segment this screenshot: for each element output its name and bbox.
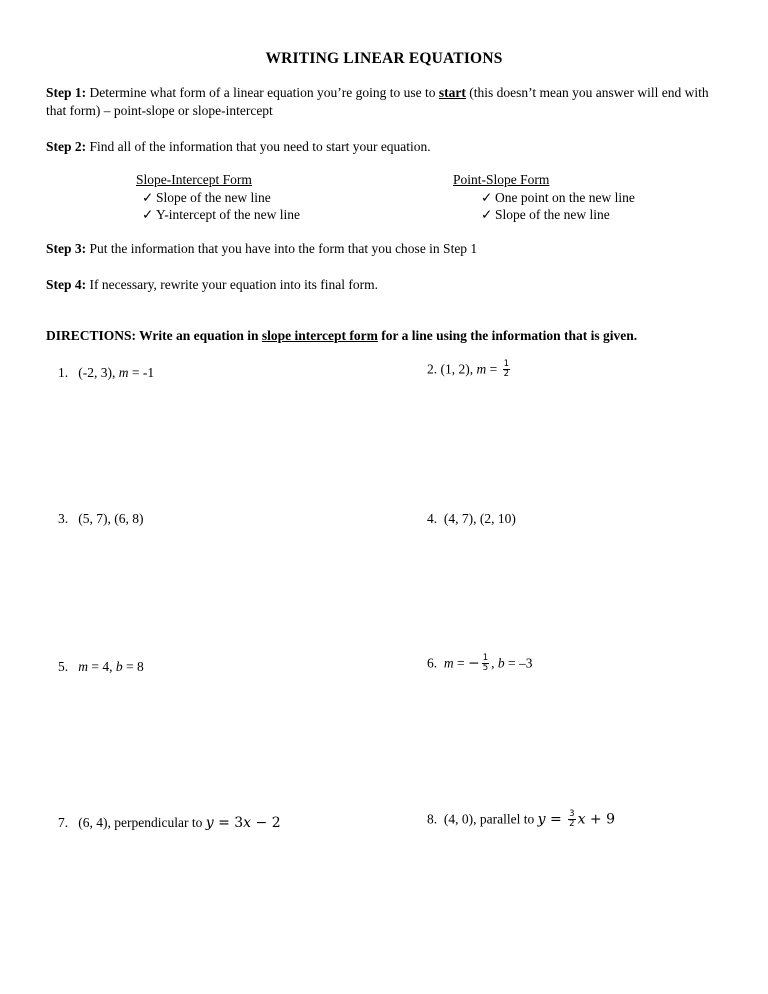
slope-intercept-item: ✓ Slope of the new line: [142, 190, 271, 205]
problem-number: 2.: [427, 361, 438, 377]
slope-intercept-heading: Slope-Intercept Form: [136, 172, 252, 187]
step-2-label: Step 2:: [46, 139, 87, 154]
problem-number: 8.: [427, 811, 438, 827]
slope-intercept-item: ✓ Y-intercept of the new line: [142, 207, 300, 222]
point-slope-item: ✓ Slope of the new line: [481, 207, 610, 222]
fraction-one-half: $\frac{1}{2}$: [503, 359, 510, 379]
step-3: [46, 240, 726, 258]
problem-number: 6.: [427, 655, 438, 671]
problem-number: 4.: [427, 511, 438, 526]
step-2-text: Find all of the information that you need to start your equation.: [86, 139, 431, 154]
step-1-label: Step 1:: [46, 85, 87, 100]
checkmark-icon: ✓: [481, 207, 493, 222]
step-2: [46, 138, 726, 156]
problem-6: 6. m = − $\frac{1}{5}$ , b = –3: [427, 653, 533, 673]
problem-number: 1.: [58, 365, 69, 380]
problem-7: 7. (6, 4), perpendicular to y = 3x − 2: [58, 815, 281, 831]
checkmark-icon: ✓: [142, 190, 154, 205]
problem-number: 3.: [58, 511, 69, 526]
checkmark-icon: ✓: [481, 190, 493, 205]
step-1-emphasis: start: [438, 85, 466, 100]
problem-4: 4. (4, 7), (2, 10): [427, 511, 516, 526]
step-1-text-a: Determine what form of a linear equation you’re going to use to: [86, 85, 439, 100]
step-4-label: Step 4:: [46, 277, 87, 292]
point-slope-item: ✓ One point on the new line: [481, 190, 635, 205]
step-1-text-b: (this doesn’t mean you answer will end with that form) – point-slope or slope-intercept: [46, 85, 709, 118]
step-4: [46, 276, 726, 294]
directions-emphasis: slope intercept form: [261, 328, 378, 343]
fraction-one-fifth: $\frac{1}{5}$: [482, 653, 489, 673]
problem-2: 2. (1, 2), m = $\frac{1}{2}$: [427, 359, 510, 379]
point-slope-column: [453, 171, 635, 223]
step-4-text: If necessary, rewrite your equation into its final form.: [86, 277, 379, 292]
step-1: [46, 84, 726, 120]
problem-1: 1. (-2, 3), m = -1: [58, 365, 155, 380]
directions: DIRECTIONS: Write an equation in slope intercept form for a line using the information that is given.: [46, 328, 638, 343]
step-3-text: Put the information that you have into the form that you chose in Step 1: [86, 241, 478, 256]
fraction-three-halves: $\frac{3}{2}$: [569, 809, 575, 829]
problem-3: 3. (5, 7), (6, 8): [58, 511, 144, 526]
problem-5: 5. m = 4, b = 8: [58, 659, 144, 674]
problem-8: 8. (4, 0), parallel to y = $\frac{3}{2}$ x + 9: [427, 809, 616, 829]
point-slope-heading: Point-Slope Form: [453, 172, 550, 187]
slope-intercept-column: [136, 171, 300, 223]
step-3-label: Step 3:: [46, 241, 87, 256]
page-title: WRITING LINEAR EQUATIONS: [265, 50, 503, 67]
checkmark-icon: ✓: [142, 207, 154, 222]
problem-number: 7.: [58, 815, 69, 830]
problem-number: 5.: [58, 659, 69, 674]
